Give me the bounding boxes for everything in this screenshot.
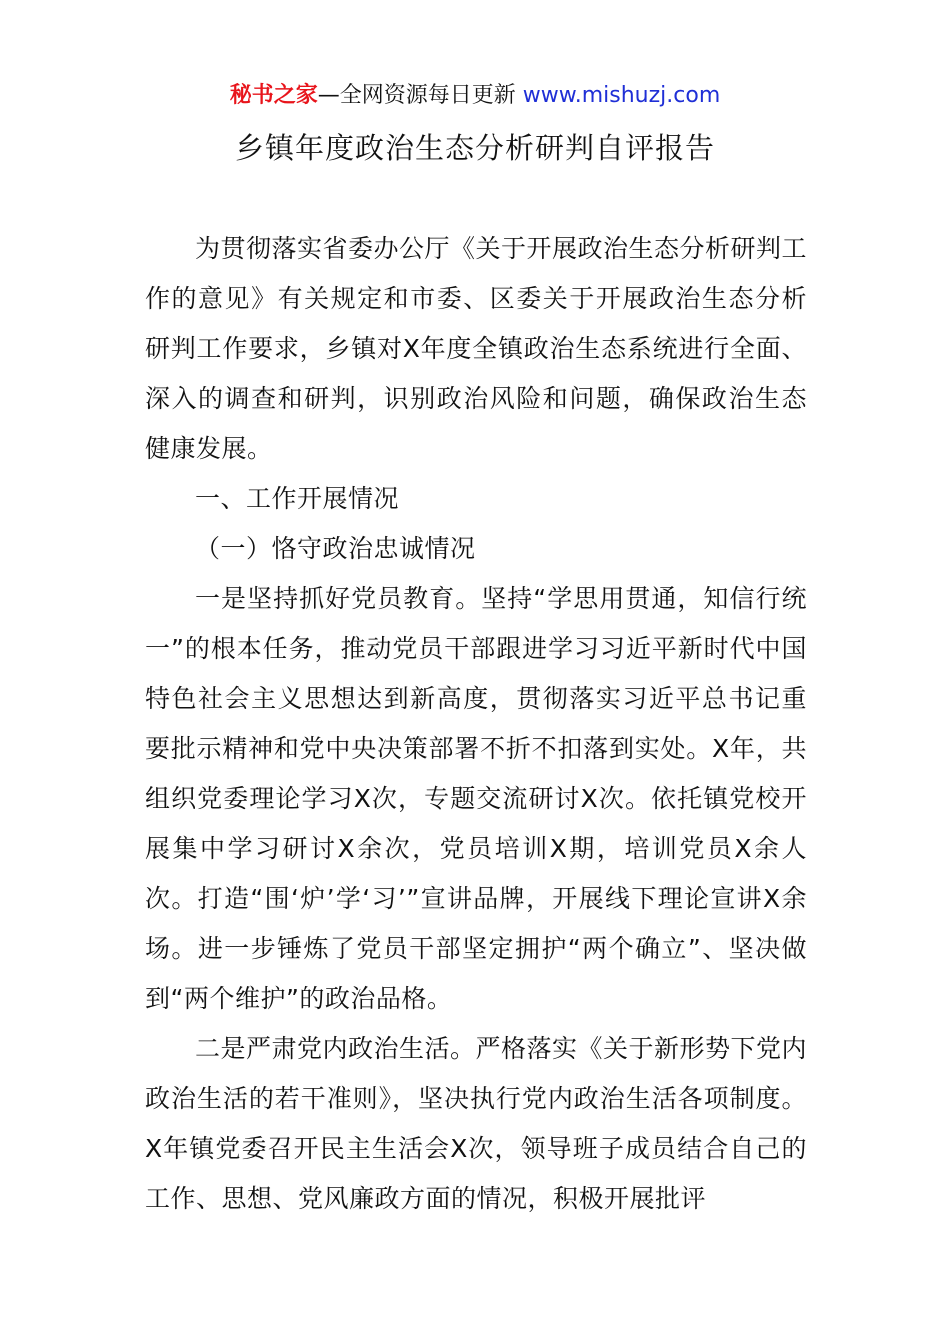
site-url-link[interactable]: www.mishuzj.com [522,83,721,108]
section-heading: 一、工作开展情况 [195,484,400,513]
body-paragraph: 二是严肃党内政治生活。严格落实《关于新形势下党内政治生活的若干准则》，坚决执行党内政治生活各项制度。X年镇党委召开民主生活会X次，领导班子成员结合自己的工作、思想、党风廉政方面的情况，积极开展批评 [145,1034,808,1213]
header-tagline: —全网资源每日更新 [317,83,516,108]
document-title: 乡镇年度政治生态分析研判自评报告 [234,131,715,165]
brand-name: 秘书之家 [229,83,318,108]
site-header [0,80,950,112]
subsection-heading: （一）恪守政治忠诚情况 [195,534,476,563]
body-paragraph: 一是坚持抓好党员教育。坚持“学思用贯通，知信行统一”的根本任务，推动党员干部跟进学习习近平新时代中国特色社会主义思想达到新高度，贯彻落实习近平总书记重要批示精神和党中央决策部署不折不扣落到实处。X年，共组织党委理论学习X次，专题交流研讨X次。依托镇党校开展集中学习研讨X余次，党员培训X期，培训党员X余人次。打造“围‘炉’学‘习’”宣讲品牌，开展线下理论宣讲X余场。进一步锤炼了党员干部坚定拥护“两个确立”、坚决做到“两个维护”的政治品格。 [145,584,807,1013]
document-body [145,224,807,1224]
intro-paragraph: 为贯彻落实省委办公厅《关于开展政治生态分析研判工作的意见》有关规定和市委、区委关于开展政治生态分析研判工作要求，乡镇对X年度全镇政治生态系统进行全面、深入的调查和研判，识别政治风险和问题，确保政治生态健康发展。 [145,234,808,463]
